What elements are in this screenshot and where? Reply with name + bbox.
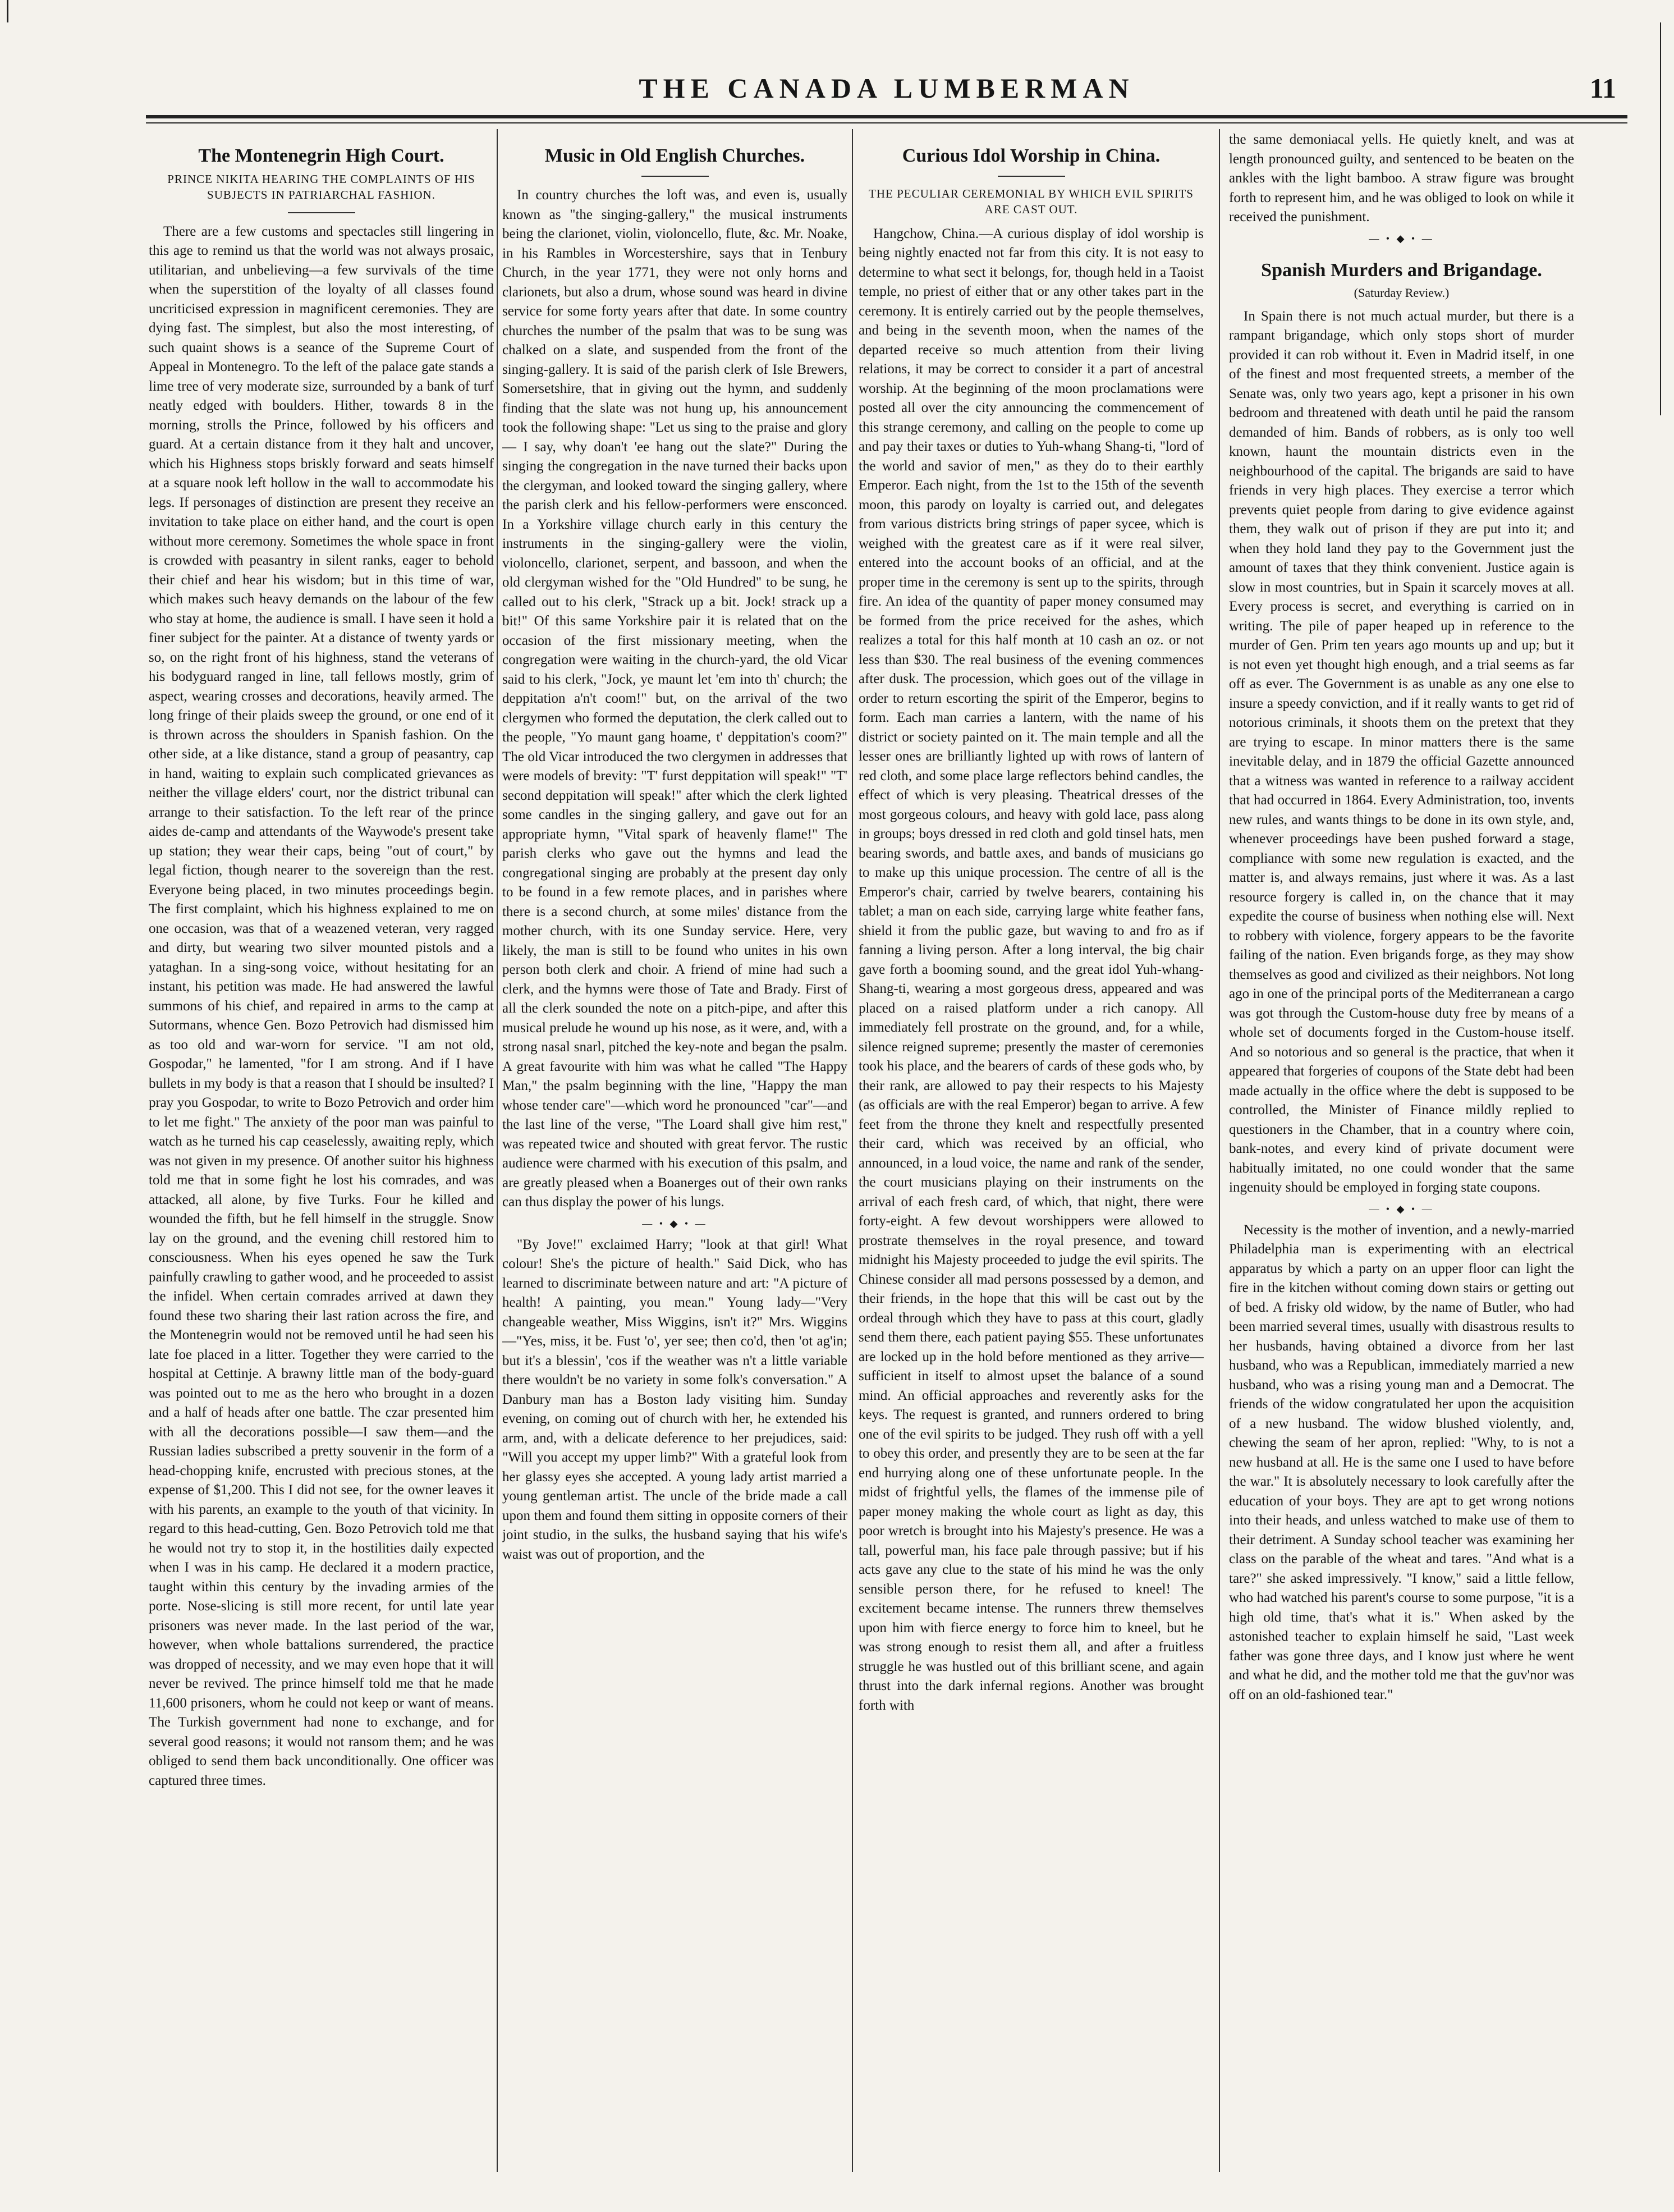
column-1 [149, 130, 494, 2173]
article-headline: Spanish Murders and Brigandage. [1261, 259, 1542, 281]
column-divider [497, 129, 498, 2172]
masthead [140, 72, 1633, 111]
section-divider: — • ◆ • — [1369, 1203, 1434, 1215]
article-headline: Curious Idol Worship in China. [902, 145, 1161, 166]
article-body [149, 222, 494, 1791]
masthead-rule [146, 115, 1627, 118]
section-divider: — • ◆ • — [642, 1217, 708, 1229]
masthead-title: THE CANADA LUMBERMAN [639, 72, 1135, 104]
page-number: 11 [1589, 72, 1616, 104]
column-4 [1229, 130, 1574, 2173]
article-body [859, 225, 1204, 1716]
article-subheadline: PRINCE NIKITA HEARING THE COMPLAINTS OF HIS SUBJECTS IN PATRIARCHAL FASHION. [167, 172, 475, 202]
column-divider [1219, 129, 1220, 2172]
article-text: In country churches the loft was, and even is, usually known as "the singing-gallery," the musical instruments being the clarionet, violin, violoncello, flute, &c. Mr. Noake, in his Rambles in Worcestershire, says that in Tenbury Church, in the year 1771, they were not only horns and clarionets, but also a drum, whose sound was heard in divine service for some forty years after that date. In some country churches the number of the psalm that was to be sung was chalked on a slate, and suspended from the front of the singing-gallery. It is said of the parish clerk of Isle Brewers, Somersetshire, that in giving out the hymn, and suddenly finding that the slate was not hung up, his announcement took the following shape: "Let us sing to the praise and glory — I say, why doan't 'ee hang out the slate?" During the singing the congregation in the nave turned their backs upon the clergyman, and looked toward the singing gallery, where the parish clerk and his fellow-performers were ensconced. In a Yorkshire village church early in this century the instruments in the singing-gallery were the violin, violoncello, clarionet, serpent, and bassoon, and when the old clergyman wished for the "Old Hundred" to be sung, he called out to his clerk, "Strack up a bit. Jock! strack up a bit!" Of this same Yorkshire pair it is related that on the occasion of the first missionary meeting, when the congregation were waiting in the church-yard, the old Vicar said to his clerk, "Jock, ye maunt let 'em into th' church; the deppitation a'n't coom!" but, on the arrival of the two clergymen who formed the deputation, the clerk called out to the people, "Yo maunt gang hoame, t' deppitation's coom?" The old Vicar introduced the two clergymen in addresses that were models of brevity: "T' furst deppitation will speak!" "T' second deppitation will speak!" after which the clerk lighted some candles in the singing gallery, and gave out for an appropriate hymn, "Vital spark of heavenly flame!" The parish clerks who gave out the hymns and lead the congregational singing are probably at the present day only to be found in a few remote places, and in parishes where there is a second church, at some miles' distance from the mother church, with its one Sunday service. Here, very likely, the man is still to be found who unites in his own person both clerk and choir. A friend of mine had such a clerk, and the hymns were those of Tate and Brady. First of all the clerk sounded the note on a pitch-pipe, and after this musical prelude he wound up his nose, as it were, and, with a strong nasal snarl, pitched the key-note and began the psalm. A great favourite with him was what he called "The Happy Man," the psalm beginning with the line, "Happy the man whose tender care"—which word he pronounced "car"—and the last line of the verse, "The Loard shall give him rest," was repeated twice and shouted with great fervor. The rustic audience were charmed with his execution of this psalm, and are greatly pleased when a Boanerges out of their own ranks can thus display the power of his lungs. [502, 187, 847, 1210]
binding-mark [1660, 22, 1661, 415]
anecdotes-text: "By Jove!" exclaimed Harry; "look at that girl! What colour! She's the picture of health." Said Dick, who has learned to discriminate between nature and art: "A picture of health! A painting, you mean." Young lady—"Very changeable weather, Miss Wiggins, isn't it?" Mrs. Wiggins—"Yes, miss, it be. Fust 'o', yer see; then co'd, then 'ot ag'in; but it's a blessin', 'cos if the weather was n't a little variable there wouldn't be no variety in some folk's conversation." A Danbury man has a Boston lady visiting him. Sunday evening, on coming out of church with her, he extended his arm, and, with a delicate deference to her prejudices, said: "Will you accept my upper limb?" With a grateful look from her glassy eyes she accepted. A young lady artist married a young gentleman artist. The uncle of the bride made a call upon them and found them sitting in opposite corners of their joint studio, in the sulks, the husband saying that his wife's waist was out of proportion, and the [502, 1236, 847, 1562]
article-headline: Music in Old English Churches. [544, 145, 805, 166]
anecdotes-body [502, 1235, 847, 1565]
article-text: There are a few customs and spectacles still lingering in this age to remind us that the world was not always prosaic, utilitarian, and unbelieving—a few survivals of the time when the superstition of the loyalty of all classes found uncriticised expression in magnificent ceremonies. They are dying fast. The simplest, but also the most interesting, of such quaint shows is a seance of the Supreme Court of Appeal in Montenegro. To the left of the palace gate stands a lime tree of very moderate size, surrounded by a bank of turf neatly edged with boulders. Hither, towards 8 in the morning, strolls the Prince, followed by his officers and guard. At a certain distance from it they halt and uncover, which his Highness stops briskly forward and seats himself at a square nook left hollow in the wall to accommodate his legs. If personages of distinction are present they receive an invitation to take place on either hand, and the court is open without more ceremony. Sometimes the whole space in front is crowded with peasantry in silent ranks, eager to behold their chief and hear his wisdom; but in this time of war, which makes such heavy demands on the labour of the few who stay at home, the audience is small. I have seen it hold a finer subject for the painter. At a distance of twenty yards or so, on the right front of his highness, stand the veterans of his bodyguard ranged in line, tall fellows mostly, grim of aspect, wearing crosses and decorations, heavily armed. The long fringe of their plaids sweep the ground, or one end of it is thrown across the shoulders in Spanish fashion. On the other side, at a like distance, stand a group of peasantry, cap in hand, waiting to explain such complicated grievances as neither the village elders' court, nor the district tribunal can arrange to their satisfaction. To the left rear of the prince aides de-camp and attendants of the Waywode's present take up station; they wear their caps, being "out of court," by legal fiction, though nearer to the sovereign than the rest. Everyone being placed, in two minutes proceedings begin. The first complaint, which his highness explained to me on one occasion, was that of a weazened veteran, very ragged and dirty, but wearing two silver mounted pistols and a yataghan. In a sing-song voice, without hesitating for an instant, his petition was made. He had answered the lawful summons of his chief, and repaired in arms to the camp at Sutormans, whence Gen. Bozo Petrovich had dismissed him as too old and war-worn for service. "I am not old, Gospodar," he lamented, "for I am strong. And if I have bullets in my body is that a reason that I should be insulted? I pray you Gospodar, to write to Bozo Petrovich and order him to let me fight." The anxiety of the poor man was painful to watch as he turned his cap ceaselessly, awaiting reply, which was not given in my presence. Of another suitor his highness told me that in some fight he lost his comrades, and was attacked, all alone, by five Turks. Four he killed and wounded the fifth, but he fell himself in the struggle. Snow lay on the ground, and the evening chill restored him to consciousness. When his eyes opened he saw the Turk painfully crawling to gather wood, and he proceeded to assist the infidel. When certain comrades arrived at dawn they found these two sharing their last ration across the fire, and the Montenegrin would not be removed until he had seen his late foe placed in a litter. Together they were carried to the hospital at Cettinje. A brawny little man of the body-guard was pointed out to me as the hero who brought in a dozen and a half of heads after one battle. The czar presented him with all the decorations possible—I saw them—and the Russian ladies subscribed a pretty souvenir in the form of a head-chopping knife, encrusted with precious stones, at the expense of $1,200. This I did not see, for the owner leaves it with his parents, an example to the youth of that vicinity. In regard to this head-cutting, Gen. Bozo Petrovich told me that he would not try to stop it, in the hostilities daily expected when I was in his camp. He declared it a modern practice, taught within this century by the invading armies of the porte. Nose-slicing is still more recent, for until late year prisoners was never made. In the last period of the war, however, when whole battalions surrendered, the practice was dropped of necessity, and we may even hope that it will never be revived. The prince himself told me that he made 11,600 prisoners, whom he could not keep or want of means. The Turkish government had none to exchange, and for several good reasons; it would not ransom them; and he was obliged to send them back unconditionally. One officer was captured three times. [149, 223, 494, 1788]
anecdotes-text: Necessity is the mother of invention, and a newly-married Philadelphia man is experimenting with an electrical apparatus by which a party on an upper floor can light the fire in the kitchen without coming down stairs or getting out of bed. A frisky old widow, by the name of Butler, who had been married several times, usually with disastrous results to her husbands, having obtained a divorce from her last husband, who was a Republican, immediately married a new husband, who was a rising young man and a Democrat. The friends of the widow congratulated her upon the acquisition of a new husband. The widow blushed violently, and, chewing the seam of her apron, replied: "Why, to is not a new husband at all. He is the same one I used to have before the war." It is absolutely necessary to look carefully after the education of your boys. They are apt to get wrong notions into their heads, and unless watched to make use of them to their detriment. A Sunday school teacher was examining her class on the parable of the wheat and tares. "And what is a tare?" she asked impressively. "I know," said a little fellow, who had watched his parent's course to some purpose, "it is a high old time, that's what it is." When asked by the astonished teacher to explain himself he said, "Last week father was gone three days, and I know just where he went and what he did, and the mother told me that the guv'nor was off on an old-fashioned tear." [1229, 1222, 1574, 1702]
continuation-text: the same demoniacal yells. He quietly knelt, and was at length pronounced guilty, and sentenced to be beaten on the ankles with the light bamboo. A straw figure was brought forth to represent him, and he was obliged to look on while it received the punishment. [1229, 132, 1574, 225]
article-subheadline: THE PECULIAR CEREMONIAL BY WHICH EVIL SPIRITS ARE CAST OUT. [869, 187, 1194, 217]
article-continuation [1229, 130, 1574, 227]
article-body [1229, 307, 1574, 1198]
article-text: In Spain there is not much actual murder, but there is a rampant brigandage, which only stops short of murder provided it can rob without it. Even in Madrid itself, in one of the finest and most frequented streets, a member of the Senate was, only two years ago, kept a prisoner in his own bedroom and threatened with death until he paid the ransom demanded of him. Bands of robbers, as is only too well known, haunt the mountain districts even in the neighbourhood of the capital. The brigands are said to have friends in very high places. They exercise a terror which prevents quiet people from daring to give evidence against them, they walk out of prison if they are put into it; and when they hold land they pay to the Government just the amount of taxes that they think convenient. Justice again is slow in most countries, but in Spain it scarcely moves at all. Every process is secret, and everything is carried on in writing. The pile of paper heaped up in reference to the murder of Gen. Prim ten years ago mounts up and up; but it is not even yet thought high enough, and a trial seems as far off as ever. The Government is as unable as any one else to insure a speedy conviction, and if it really wants to get rid of notorious criminals, it shoots them on the pretext that they are trying to escape. In minor matters there is the same inevitable delay, and in 1879 the official Gazette announced that a witness was wanted in reference to a railway accident that had occurred in 1864. Every Administration, too, invents new rules, and wants things to be done in its own style, and, whenever proceedings have been pushed forward a stage, compliance with some new regulation is exacted, and the matter is, and always remains, just where it was. As a last resource forgery is called in, on the chance that it may expedite the course of business when nothing else will. Next to robbery with violence, forgery appears to be the favorite failing of the nation. Even brigands forge, as they may show themselves as good and civilized as their neighbors. Not long ago in one of the principal ports of the Mediterranean a cargo was got through the Custom-house duty free by means of a whole set of documents forged in the Custom-house itself. And so notorious and so general is the practice, that when it appeared that forgeries of coupons of the State debt had been made actually in the office where the debt is supposed to be controlled, the Minister of Finance mildly replied to questioners in the Chamber, that in a country where coin, bank-notes, and every kind of private document were habitually imitated, no one could wonder that the same ingenuity should be employed in forging state coupons. [1229, 308, 1574, 1196]
column-3 [859, 130, 1204, 2173]
article-headline: The Montenegrin High Court. [198, 145, 444, 166]
section-divider: — • ◆ • — [1369, 232, 1434, 244]
column-2 [502, 130, 847, 2173]
masthead-rule-thin [146, 122, 1627, 123]
headline-divider [288, 212, 355, 213]
article-text: Hangchow, China.—A curious display of idol worship is being nightly enacted not far from this city. It is not easy to determine to what sect it belongs, for, though held in a Taoist temple, no priest of either that or any other takes part in the ceremony. It is entirely carried out by the people themselves, and being in the seventh moon, when the names of the departed receive so much attention from their living relations, it may be correct to consider it a part of ancestral worship. At the beginning of the moon proclamations were posted all over the city announcing the commencement of this strange ceremony, and calling on the people to come up and pay their taxes or duties to Yuh-whang Shang-ti, "lord of the world and savior of men," as they do to their earthly Emperor. Each night, from the 1st to the 15th of the seventh moon, this parody on loyalty is carried out, and delegates from various districts bring strings of paper sycee, which is weighed with the greatest care as if it were real silver, entered into the account books of an official, and at the proper time in the ceremony is sent up to the spirits, through fire. An idea of the quantity of paper money consumed may be formed from the price received for the ashes, which realizes a total for this half month at 10 cash an oz. or not less than $30. The real business of the evening commences after dusk. The procession, which goes out of the village in order to return escorting the spirit of the Emperor, begins to form. Each man carries a lantern, with the name of his district or society painted on it. The main temple and all the lesser ones are brilliantly lighted up with rows of lantern of red cloth, and some place large reflectors behind candles, the effect of which is very pleasing. Theatrical dresses of the most gorgeous colours, and heavy with gold lace, pass along in groups; boys dressed in red cloth and gold tinsel hats, men bearing swords, and battle axes, and bands of musicians go to make up this unique procession. The centre of all is the Emperor's chair, carried by twelve bearers, containing his tablet; a man on each side, carrying large white feather fans, shield it from the public gaze, but waving to and fro as if fanning a living person. After a long interval, the big chair gave forth a booming sound, and the great idol Yuh-whang-Shang-ti, wearing a most gorgeous dress, appeared and was placed on a raised platform under a rich canopy. All immediately fell prostrate on the ground, and, for a while, silence reigned supreme; presently the master of ceremonies took his place, and the bearers of cards of these gods who, by their rank, are allowed to pay their respects to his Majesty (as officials are with the real Emperor) began to arrive. A few feet from the throne they knelt and respectfully presented their card, which was received by an official, who announced, in a loud voice, the name and rank of the sender, the court musicians playing on their instruments on the arrival of each fresh card, of which, that night, there were forty-eight. A few devout worshippers were allowed to prostrate themselves in the royal presence, and toward midnight his Majesty proceeded to judge the evil spirits. The Chinese consider all mad persons possessed by a demon, and their friends, in the hope that this will be cast out by the ordeal through which they have to pass at this court, gladly send them there, each patient paying $55. These unfortunates are locked up in the hold before mentioned as they arrive—sufficient in itself to almost upset the balance of a sound mind. An official approaches and reverently asks for the keys. The request is granted, and runners ordered to bring one of the evil spirits to be judged. They rush off with a yell to obey this order, and presently they are to be seen at the far end hurrying along one of these unfortunate people. In the midst of frightful yells, the flames of the immense pile of paper money making the whole court as light as day, this poor wretch is brought into his Majesty's presence. He was a tall, powerful man, his face pale through passive; but if his acts gave any clue to the state of his mind he was the only sensible person there, for he refused to kneel! The excitement became intense. The runners threw themselves upon him with fierce energy to force him to kneel, but he was strong enough to resist them all, and after a fruitless struggle he was hustled out of this brilliant scene, and again thrust into the dark infernal regions. Another was brought forth with [859, 226, 1204, 1713]
headline-divider [641, 176, 709, 177]
article-source: (Saturday Review.) [1354, 285, 1450, 300]
binding-mark [7, 0, 8, 22]
headline-divider [998, 176, 1065, 177]
article-body [502, 186, 847, 1212]
anecdotes-body [1229, 1221, 1574, 1705]
column-divider [852, 129, 853, 2172]
